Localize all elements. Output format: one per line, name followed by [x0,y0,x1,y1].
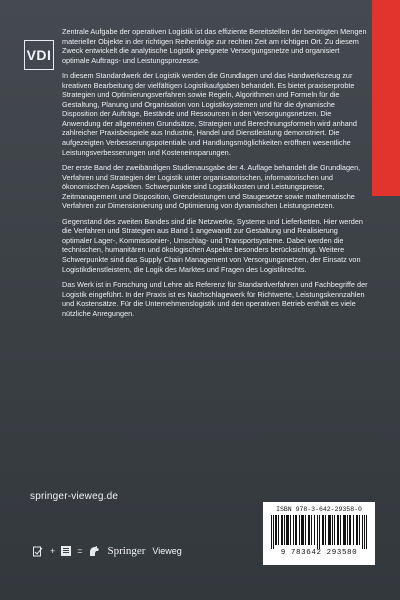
blurb-paragraph: In diesem Standardwerk der Logistik werden die Grundlagen und das Handwerkszeug zur kreativen Bearbeitung der vielfältigen Logistikaufgaben behandelt. Es bietet praxiserprobte Strategien und Optimierungsverfahren sowie Regeln, Algorithmen und Formeln für die Gestaltung, Planung und Organisation von Logistiksystemen und für die dynamische Disposition der Aufträge, Bestände und Ressourcen in den Versorgungsnetzen. Die Anwendung der allgemeinen Grundsätze, Strategien und Berechnungsformeln wird anhand zahlreicher Praxisbeispiele aus Industrie, Handel und Dienstleistung demonstriert. Die aufgezeigten Verbesserungspotentiale und Handlungsmöglichkeiten eröffnen wesentliche Leistungsverbesserungen und Kosteneinsparungen. [62,71,357,157]
plus-icon: + [50,546,56,556]
springer-horse-icon [87,544,101,558]
blurb-paragraph: Zentrale Aufgabe der operativen Logistik ist das effiziente Bereitstellen der benötigten Mengen materieller Objekte in der richtigen Reihenfolge zur rechten Zeit am richtigen Ort. Zu diesem Zweck entwickelt die analytische Logistik geeignete Versorgungsnetze und organisiert optimale Auftrags- und Leistungsprozesse. [62,27,367,65]
barcode-number: 9 783642 293580 [280,549,358,557]
publisher-logo [32,542,182,560]
equals-icon: = [77,546,83,556]
blurb-paragraph: Der erste Band der zweibändigen Studienausgabe der 4. Auflage behandelt die Grundlagen, Verfahren und Strategien der Logistik unter organisatorischen, informatorischen und ökonomischen Aspekten. Schwerpunkte sind Logistikkosten und Leistungspreise, Zeitmanagement und Disposition, Grenzleistungen und Staugesetze sowie mathematische Verfahren zur Dimensionierung und Optimierung von dynamischen Leistungsnetzen. [62,163,361,211]
publisher-imprint: Vieweg [152,546,182,556]
vdi-logo [24,40,54,70]
digital-device-icon [32,544,46,558]
accent-stripe [372,0,400,196]
barcode-box [263,502,375,565]
blurb-paragraph: Gegenstand des zweiten Bandes sind die Netzwerke, Systeme und Lieferketten. Hier werden die Verfahren und Strategien aus Band 1 angewandt zur Gestaltung und Realisierung optimaler Lager-, Kommissionier-, Umschlag- und Transportsysteme. Dabei werden die technischen, humanitären und ökologischen Aspekte besonders berücksichtigt. Weitere Schwerpunkte sind das Supply Chain Management von Versorgungsnetzen, der Einsatz von Logistikdienstleistern, die Logik des Marktes und Fragen des Logistikrechts. [62,216,363,274]
publisher-website[interactable]: springer-vieweg.de [30,491,119,502]
barcode-icon [271,515,367,549]
blurb-text [62,27,368,324]
vdi-logo-text: VDI [26,47,52,63]
blurb-paragraph: Das Werk ist in Forschung und Lehre als Referenz für Standardverfahren und Fachbegriffe der Logistik eingeführt. In der Praxis ist es Nachschlagewerk für Richtwerte, Leistungskennzahlen und Kostensätze. Für die Unternehmenslogistik und den operativen Betrieb enthält es viele nützliche Anregungen. [62,280,368,318]
book-icon [59,544,73,558]
isbn-text: ISBN 978-3-642-29358-0 [276,506,362,513]
publisher-name: Springer [107,545,146,557]
